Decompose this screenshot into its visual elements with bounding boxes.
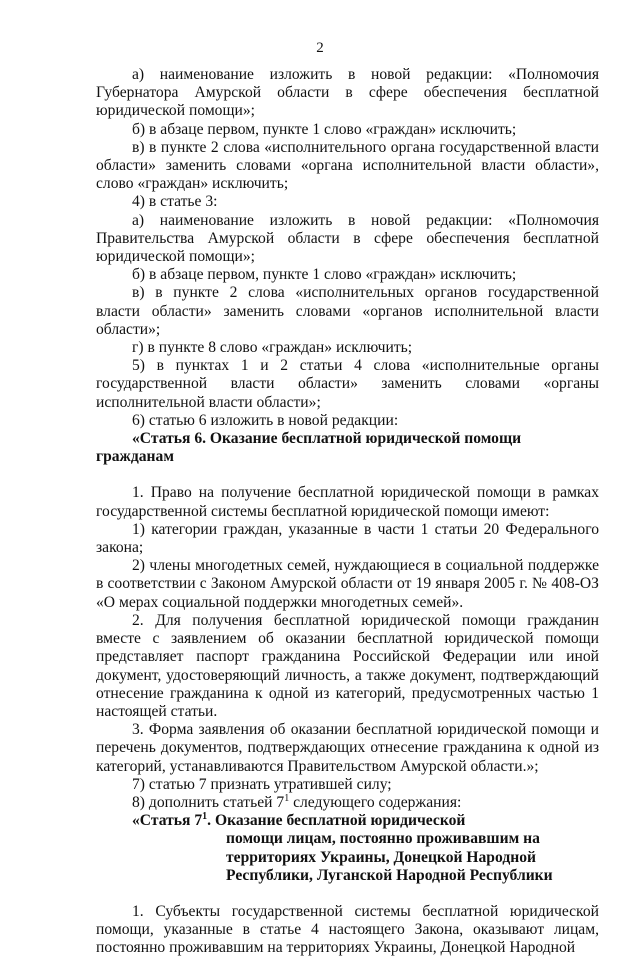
paragraph-article7-1-part1: 1. Субъекты государственной системы бесплатной юридической помощи, указанные в статье 4 настоящего Закона, оказывают лицам, постоянно проживавшим на территориях Украины, Донецкой Народной [96, 902, 599, 957]
paragraph-article6-part1-item2: 2) члены многодетных семей, нуждающиеся в социальной поддержке в соответствии с Законом Амурской области от 19 января 2005 г. № 408-ОЗ «О мерах социальной поддержки многодетных семей». [96, 557, 599, 611]
superscript: 1 [284, 792, 290, 804]
paragraph-article6-part2: 2. Для получения бесплатной юридической помощи гражданин вместе с заявлением об оказании бесплатной юридической помощи представляет паспорт гражданина Российской Федерации или иной документ, удостоверяющий личность, а также документ, подтверждающий отнесение гражданина к одной из категорий, предусмотренных частью 1 настоящей статьи. [96, 611, 599, 720]
spacer [96, 466, 599, 484]
paragraph-article7-1-intro [96, 794, 599, 812]
paragraph-governor-item2: в) в пункте 2 слова «исполнительного органа государственной власти области» заменить словами «органа исполнительной власти области», слово «граждан» исключить; [96, 138, 599, 193]
paragraph-article3: 4) в статье 3: [132, 193, 218, 211]
paragraph-article4: 5) в пунктах 1 и 2 статьи 4 слова «исполнительные органы государственной власти области» заменить словами «органы исполнительной власти области»; [96, 357, 599, 411]
paragraph-governor-item1: б) в абзаце первом, пункте 1 слово «граждан» исключить; [132, 120, 517, 138]
paragraph-government-item8: г) в пункте 8 слово «граждан» исключить; [132, 339, 413, 357]
paragraph-article7-repeal: 7) статью 7 признать утратившей силу; [132, 775, 392, 793]
paragraph-article6-intro: 6) статью 6 изложить в новой редакции: [132, 411, 399, 429]
heading-first-line [96, 812, 599, 830]
heading-rest: помощи лицам, постоянно проживавшим на территориях Украины, Донецкой Народной Республики, Луганской Народной Республики [226, 830, 553, 884]
page-number: 2 [316, 40, 324, 56]
text-part: «Статья 7 [132, 812, 203, 830]
superscript: 1 [202, 810, 208, 822]
article6-heading: «Статья 6. Оказание бесплатной юридической помощи гражданам [96, 430, 522, 466]
paragraph-article6-part1: 1. Право на получение бесплатной юридической помощи в рамках государственной системы бесплатной юридической помощи имеют: [96, 484, 599, 520]
text-part: следующего содержания: [289, 793, 462, 811]
paragraph-article6-part1-item1: 1) категории граждан, указанные в части 1 статьи 20 Федерального закона; [96, 520, 599, 557]
text-part: 8) дополнить статьей 7 [132, 793, 285, 811]
paragraph-government-title: а) наименование изложить в новой редакции: «Полномочия Правительства Амурской области в сфере обеспечения бесплатной юридической помощи»; [96, 211, 599, 266]
paragraph-article6-part3: 3. Форма заявления об оказании бесплатной юридической помощи и перечень документов, подтверждающих отнесение гражданина к одной из категорий, устанавливаются Правительством Амурской области.»; [96, 721, 599, 775]
spacer [96, 885, 599, 903]
article7-1-heading [96, 812, 599, 885]
document-body [96, 66, 599, 958]
paragraph-government-item2: в) в пункте 2 слова «исполнительных органов государственной власти области» заменить словами «органов исполнительной власти области»; [96, 284, 599, 338]
paragraph-government-item1: б) в абзаце первом, пункте 1 слово «граждан» исключить; [132, 266, 517, 284]
text-part: . Оказание бесплатной юридической [207, 812, 466, 830]
paragraph-governor-title: а) наименование изложить в новой редакции: «Полномочия Губернатора Амурской области в сфере обеспечения бесплатной юридической помощи»; [96, 66, 599, 120]
